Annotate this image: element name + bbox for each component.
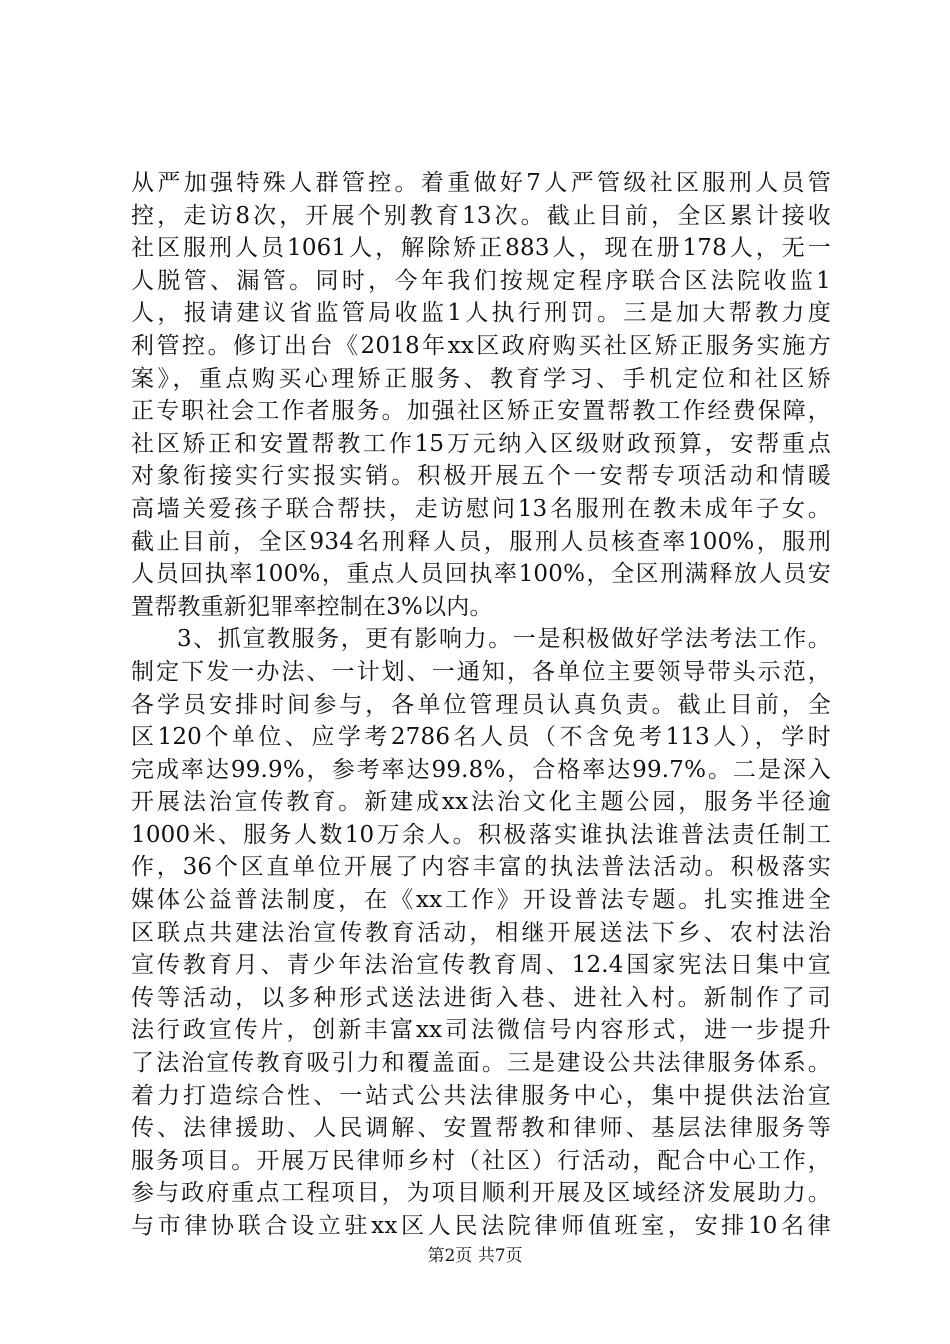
text-line: 3、抓宣教服务，更有影响力。一是积极做好学法考法工作。 bbox=[177, 626, 831, 653]
text-line: 控，走访8次，开展个别教育13次。截止目前，全区累计接收 bbox=[131, 202, 831, 229]
text-line: 各学员安排时间参与，各单位管理员认真负责。截止目前，全 bbox=[131, 691, 831, 718]
page-footer: 第2页 共7页 bbox=[427, 1246, 523, 1266]
text-line: 宣传教育月、青少年法治宣传教育周、12.4国家宪法日集中宣 bbox=[131, 952, 831, 979]
text-line: 对象衔接实行实报实销。积极开展五个一安帮专项活动和情暖 bbox=[131, 463, 831, 490]
text-line: 人，报请建议省监管局收监1人执行刑罚。三是加大帮教力度 bbox=[131, 300, 831, 327]
text-line: 完成率达99.9%，参考率达99.8%，合格率达99.7%。二是深入 bbox=[131, 756, 831, 783]
text-line: 制定下发一办法、一计划、一通知，各单位主要领导带头示范， bbox=[131, 658, 831, 685]
body-text bbox=[131, 167, 831, 1243]
text-line: 正专职社会工作者服务。加强社区矫正安置帮教工作经费保障， bbox=[131, 398, 831, 425]
text-line: 传、法律援助、人民调解、安置帮教和律师、基层法律服务等 bbox=[131, 1115, 831, 1142]
text-line: 从严加强特殊人群管控。着重做好7人严管级社区服刑人员管 bbox=[131, 170, 831, 196]
text-line: 置帮教重新犯罪率控制在3%以内。 bbox=[131, 593, 493, 620]
text-line: 传等活动，以多种形式送法进街入巷、进社入村。新制作了司 bbox=[131, 984, 831, 1011]
text-line: 了法治宣传教育吸引力和覆盖面。三是建设公共法律服务体系。 bbox=[131, 1050, 831, 1077]
text-line: 区120个单位、应学考2786名人员（不含免考113人），学时 bbox=[131, 724, 831, 751]
text-line: 1000米、服务人数10万余人。积极落实谁执法谁普法责任制工 bbox=[131, 821, 831, 848]
text-line: 区联点共建法治宣传教育活动，相继开展送法下乡、农村法治 bbox=[131, 919, 831, 946]
text-line: 人脱管、漏管。同时，今年我们按规定程序联合区法院收监1 bbox=[131, 267, 831, 294]
text-line: 高墙关爱孩子联合帮扶，走访慰问13名服刑在教未成年子女。 bbox=[131, 495, 831, 522]
text-line: 利管控。修订出台《2018年xx区政府购买社区矫正服务实施方 bbox=[131, 332, 831, 359]
text-line: 媒体公益普法制度，在《xx工作》开设普法专题。扎实推进全 bbox=[131, 887, 831, 914]
text-line: 案》，重点购买心理矫正服务、教育学习、手机定位和社区矫 bbox=[131, 365, 831, 392]
text-line: 开展法治宣传教育。新建成xx法治文化主题公园，服务半径逾 bbox=[131, 789, 831, 816]
text-line: 参与政府重点工程项目，为项目顺利开展及区域经济发展助力。 bbox=[131, 1180, 831, 1207]
text-line: 着力打造综合性、一站式公共法律服务中心，集中提供法治宣 bbox=[131, 1082, 831, 1109]
text-line: 截止目前，全区934名刑释人员，服刑人员核查率100%，服刑 bbox=[131, 528, 831, 555]
text-line: 人员回执率100%，重点人员回执率100%，全区刑满释放人员安 bbox=[131, 561, 831, 588]
text-line: 社区服刑人员1061人，解除矫正883人，现在册178人，无一 bbox=[131, 235, 831, 262]
text-line: 作，36个区直单位开展了内容丰富的执法普法活动。积极落实 bbox=[131, 854, 831, 881]
text-line: 法行政宣传片，创新丰富xx司法微信号内容形式，进一步提升 bbox=[131, 1017, 831, 1044]
text-line: 服务项目。开展万民律师乡村（社区）行活动，配合中心工作， bbox=[131, 1147, 831, 1174]
text-line: 社区矫正和安置帮教工作15万元纳入区级财政预算，安帮重点 bbox=[131, 430, 831, 457]
text-line: 与市律协联合设立驻xx区人民法院律师值班室，安排10名律 bbox=[131, 1213, 831, 1239]
